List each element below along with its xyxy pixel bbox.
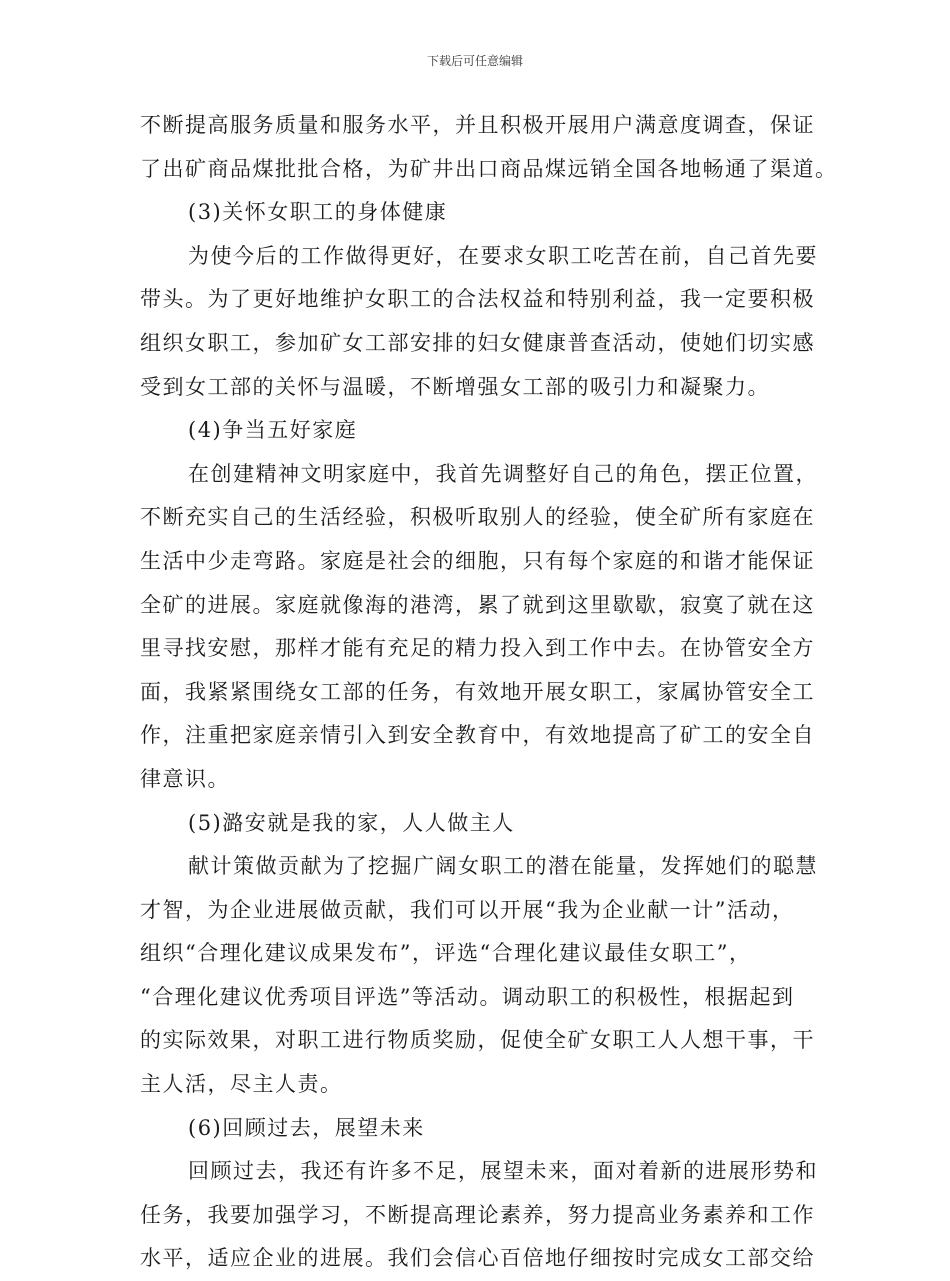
text-line: 任务，我要加强学习，不断提高理论素养，努力提高业务素养和工作 <box>140 1202 815 1227</box>
text-line: 的实际效果，对职工进行物质奖励，促使全矿女职工人人想干事，干 <box>140 1028 815 1053</box>
page-header: 下载后可任意编辑 <box>426 54 523 68</box>
text-line: 带头。为了更好地维护女职工的合法权益和特别利益，我一定要积极 <box>140 287 815 312</box>
text-line: 组织“合理化建议成果发布”，评选“合理化建议最佳女职工”， <box>140 941 752 966</box>
text-line: (4)争当五好家庭 <box>188 418 358 443</box>
text-line: 里寻找安慰，那样才能有充足的精力投入到工作中去。在协管安全方 <box>140 636 815 661</box>
text-line: (5)潞安就是我的家，人人做主人 <box>188 810 515 835</box>
text-line: (6)回顾过去，展望未来 <box>188 1115 425 1140</box>
text-line: “合理化建议优秀项目评选”等活动。调动职工的积极性，根据起到 <box>140 984 795 1009</box>
text-line: 全矿的进展。家庭就像海的港湾，累了就到这里歇歇，寂寞了就在这 <box>140 592 815 617</box>
text-line: 律意识。 <box>140 766 230 791</box>
text-line: 回顾过去，我还有许多不足，展望未来，面对着新的进展形势和 <box>188 1159 818 1184</box>
text-line: 不断充实自己的生活经验，积极听取别人的经验，使全矿所有家庭在 <box>140 505 815 530</box>
text-line: 水平，适应企业的进展。我们会信心百倍地仔细按时完成女工部交给 <box>140 1246 815 1271</box>
text-line: 作，注重把家庭亲情引入到安全教育中，有效地提高了矿工的安全自 <box>140 723 815 748</box>
text-line: 不断提高服务质量和服务水平，并且积极开展用户满意度调查，保证 <box>140 113 815 137</box>
text-line: 组织女职工，参加矿女工部安排的妇女健康普查活动，使她们切实感 <box>140 330 815 355</box>
document-body <box>140 104 838 1281</box>
text-line: 主人活，尽主人责。 <box>140 1072 343 1097</box>
text-line: 才智，为企业进展做贡献，我们可以开展“我为企业献一计”活动， <box>140 897 795 922</box>
text-line: 面，我紧紧围绕女工部的任务，有效地开展女职工，家属协管安全工 <box>140 679 815 704</box>
text-line: 献计策做贡献为了挖掘广阔女职工的潜在能量，发挥她们的聪慧 <box>188 854 818 879</box>
text-line: 受到女工部的关怀与温暖，不断增强女工部的吸引力和凝聚力。 <box>140 374 770 399</box>
text-line: 生活中少走弯路。家庭是社会的细胞，只有每个家庭的和谐才能保证 <box>140 548 815 573</box>
text-line: (3)关怀女职工的身体健康 <box>188 200 448 225</box>
text-line: 在创建精神文明家庭中，我首先调整好自己的角色，摆正位置， <box>188 461 818 486</box>
text-line: 为使今后的工作做得更好，在要求女职工吃苦在前，自己首先要 <box>188 243 818 268</box>
text-line: 了出矿商品煤批批合格，为矿井出口商品煤远销全国各地畅通了渠道。 <box>140 156 838 181</box>
